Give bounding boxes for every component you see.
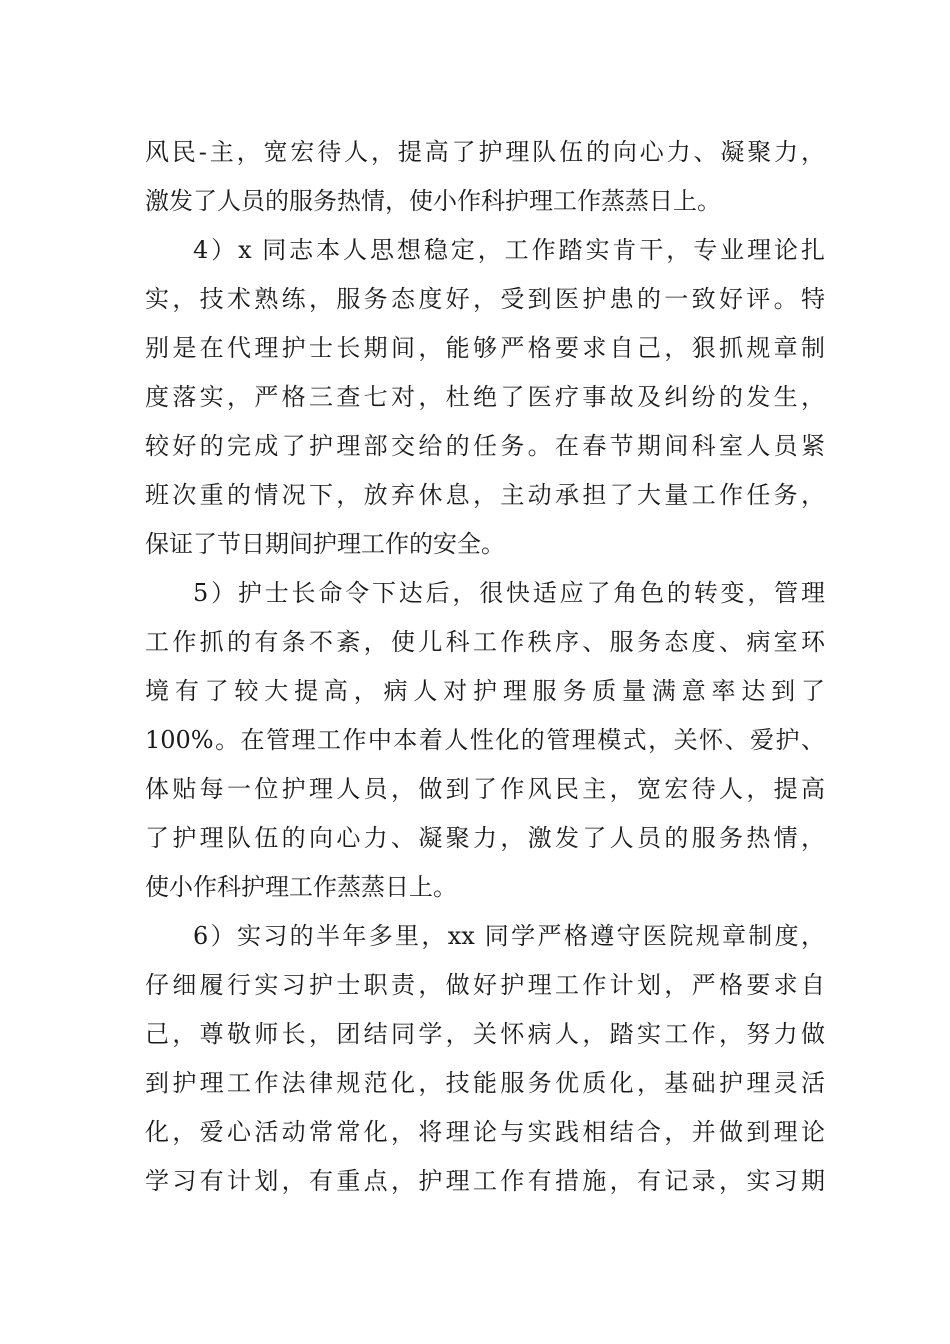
- document-body: [145, 128, 825, 1206]
- paragraph-continuation: [145, 128, 825, 226]
- text-line: 了护理队伍的向心力、凝聚力，激发了人员的服务热情，: [145, 824, 825, 852]
- text-line: 学习有计划，有重点，护理工作有措施，有记录，实习期: [145, 1167, 825, 1195]
- text-line: 度落实，严格三查七对，杜绝了医疗事故及纠纷的发生，: [145, 383, 825, 411]
- text-line: 体贴每一位护理人员，做到了作风民主，宽宏待人，提高: [145, 775, 825, 803]
- text-line: 100%。在管理工作中本着人性化的管理模式，关怀、爱护、: [145, 726, 825, 754]
- text-line: 4）x 同志本人思想稳定，工作踏实肯干，专业理论扎: [193, 236, 825, 264]
- paragraph-item-4: [145, 226, 825, 569]
- text-line: 工作抓的有条不紊，使儿科工作秩序、服务态度、病室环: [145, 628, 825, 656]
- text-line: 保证了节日期间护理工作的安全。: [145, 530, 505, 558]
- text-line: 实，技术熟练，服务态度好，受到医护患的一致好评。特: [145, 285, 825, 313]
- text-line: 境有了较大提高，病人对护理服务质量满意率达到了: [145, 677, 825, 705]
- text-line: 化，爱心活动常常化，将理论与实践相结合，并做到理论: [145, 1118, 825, 1146]
- text-line: 仔细履行实习护士职责，做好护理工作计划，严格要求自: [145, 971, 825, 999]
- text-line: 班次重的情况下，放弃休息，主动承担了大量工作任务，: [145, 481, 825, 509]
- text-line: 风民-主，宽宏待人，提高了护理队伍的向心力、凝聚力，: [145, 138, 825, 166]
- text-line: 较好的完成了护理部交给的任务。在春节期间科室人员紧: [145, 432, 825, 460]
- paragraph-item-5: [145, 569, 825, 912]
- paragraph-item-6: [145, 912, 825, 1206]
- text-line: 激发了人员的服务热情，使小作科护理工作蒸蒸日上。: [145, 187, 721, 215]
- text-line: 5）护士长命令下达后，很快适应了角色的转变，管理: [193, 579, 825, 607]
- text-line: 6）实习的半年多里，xx 同学严格遵守医院规章制度，: [193, 922, 825, 950]
- text-line: 到护理工作法律规范化，技能服务优质化，基础护理灵活: [145, 1069, 825, 1097]
- text-line: 使小作科护理工作蒸蒸日上。: [145, 873, 457, 901]
- text-line: 己，尊敬师长，团结同学，关怀病人，踏实工作，努力做: [145, 1020, 825, 1048]
- text-line: 别是在代理护士长期间，能够严格要求自己，狠抓规章制: [145, 334, 825, 362]
